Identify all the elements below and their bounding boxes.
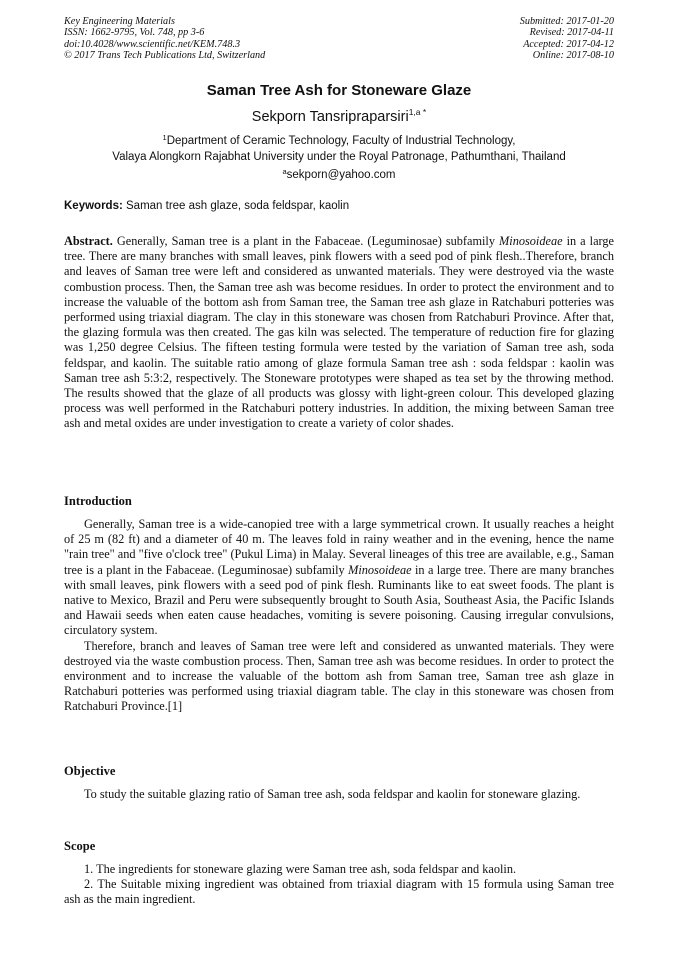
issn-line: ISSN: 1662-9795, Vol. 748, pp 3-6 — [64, 27, 205, 39]
author-line — [0, 107, 678, 125]
scope-heading: Scope — [64, 839, 96, 853]
introduction-paragraph-2: Therefore, branch and leaves of Saman tree were left and considered as unwanted materials. They were destroyed via the waste combustion process. Then, Saman tree ash was become residues. In order to protect the environment and to increase the valuable of the bottom ash from Saman tree, Saman tree ash glaze in Ratchaburi potteries was performed using triaxial diagram table. The clay in this stoneware was chosen from Ratchaburi Province.[1] — [64, 638, 614, 714]
keywords — [64, 200, 624, 212]
paper-title: Saman Tree Ash for Stoneware Glaze — [206, 82, 472, 99]
email-marker: a — [282, 167, 287, 176]
affiliation-line-1: Department of Ceramic Technology, Faculty of Industrial Technology, — [166, 135, 516, 147]
submission-dates — [520, 16, 614, 61]
abstract — [64, 234, 614, 432]
abstract-text-a: Generally, Saman tree is a plant in the Fabaceae. (Leguminosae) subfamily — [116, 234, 495, 248]
keywords-label: Keywords: — [64, 200, 123, 212]
abstract-italic-term: Minosoideae — [499, 234, 563, 248]
abstract-label: Abstract. — [64, 234, 113, 248]
author-email — [0, 167, 678, 181]
scope-item: 2. The Suitable mixing ingredient was obtained from triaxial diagram with 15 formula using Saman tree ash as the main ingredient. — [64, 877, 614, 907]
keywords-text: Saman tree ash glaze, soda feldspar, kaolin — [126, 200, 350, 212]
affiliation-line-2: Valaya Alongkorn Rajabhat University under the Royal Patronage, Pathumthani, Thailand — [112, 151, 566, 163]
affiliation-marker: 1 — [162, 133, 167, 142]
revised-date: Revised: 2017-04-11 — [529, 27, 614, 39]
copyright-line: © 2017 Trans Tech Publications Ltd, Switzerland — [64, 49, 266, 61]
scope-body — [64, 862, 614, 908]
introduction-body — [64, 517, 614, 715]
author-affiliation-marker: 1,a * — [408, 107, 427, 117]
journal-name: Key Engineering Materials — [64, 16, 175, 27]
author-name: Sekporn Tansripraparsiri — [251, 109, 409, 125]
introduction-paragraph-1: Generally, Saman tree is a wide-canopied tree with a large symmetrical crown. It usually reaches a height of 25 m (82 ft) and a diameter of 40 m. The leaves fold in rainy weather and in the evening, hence the name "rain tree" and "five o'clock tree" (Pukul Lima) in Malay. Several lineages of this tree are available, e.g., Saman tree is a plant in the Fabaceae. (Leguminosae) subfamily Minosoideae in a large tree. There are many branches with small leaves, pink flowers with a seed pod of pink flesh. Ruminants like to eat sweet foods. The plant is native to Mexico, Brazil and Peru were subsequently brought to South Asia, Southeast Asia, the Pacific Islands and Hawaii seeds when eaten cause headaches, vomiting is severe poisoning. Causing irregular convulsions, circulatory system. — [64, 517, 615, 638]
online-date: Online: 2017-08-10 — [532, 49, 614, 61]
scope-item: 1. The ingredients for stoneware glazing were Saman tree ash, soda feldspar and kaolin. — [84, 862, 517, 876]
introduction-italic-term: Minosoideae — [348, 562, 412, 577]
email-address: sekporn@yahoo.com — [286, 169, 396, 181]
affiliation — [0, 130, 678, 165]
objective-heading: Objective — [64, 764, 116, 778]
objective-text: To study the suitable glazing ratio of Saman tree ash, soda feldspar and kaolin for stoneware glazing. — [84, 787, 581, 801]
submitted-date: Submitted: 2017-01-20 — [519, 16, 614, 27]
abstract-text-b: in a large tree. There are many branches with small leaves, pink flowers with a seed pod of pink flesh..Therefore, branch and leaves of Saman tree were left and considered as unwanted materials. They were destroyed via the waste combustion process. Then, the Saman tree ash was become residues. In order to protect the environment and to increase the valuable of the bottom ash from Saman tree, the Saman tree ash glaze in Ratchaburi potteries was performed using triaxial diagram. The clay in this stoneware was chosen from Ratchaburi Province. After that, the glazing formula was then created. The gas kiln was selected. The temperature of reduction fire for glazing was 1,250 degree Celsius. The fifteen testing formula were tested by the variation of Saman tree ash, soda feldspar, and kaolin. The suitable ratio among of glaze formula Saman tree ash : soda feldspar : kaolin was Saman tree ash 5:3:2, respectively. The Stoneware prototypes were shaped as tea set by the throwing method. The results showed that the glaze of all products was glossy with light-green colour. This developed glazing process was well performed in the Ratchaburi pottery industries. In addition, the mixing between Saman tree ash and metal oxides are under investigation to create a variety of color shades. — [64, 234, 615, 431]
journal-info — [64, 16, 265, 61]
introduction-heading: Introduction — [64, 494, 132, 508]
accepted-date: Accepted: 2017-04-12 — [523, 38, 614, 50]
objective-body — [64, 787, 614, 802]
doi-line: doi:10.4028/www.scientific.net/KEM.748.3 — [64, 38, 241, 50]
